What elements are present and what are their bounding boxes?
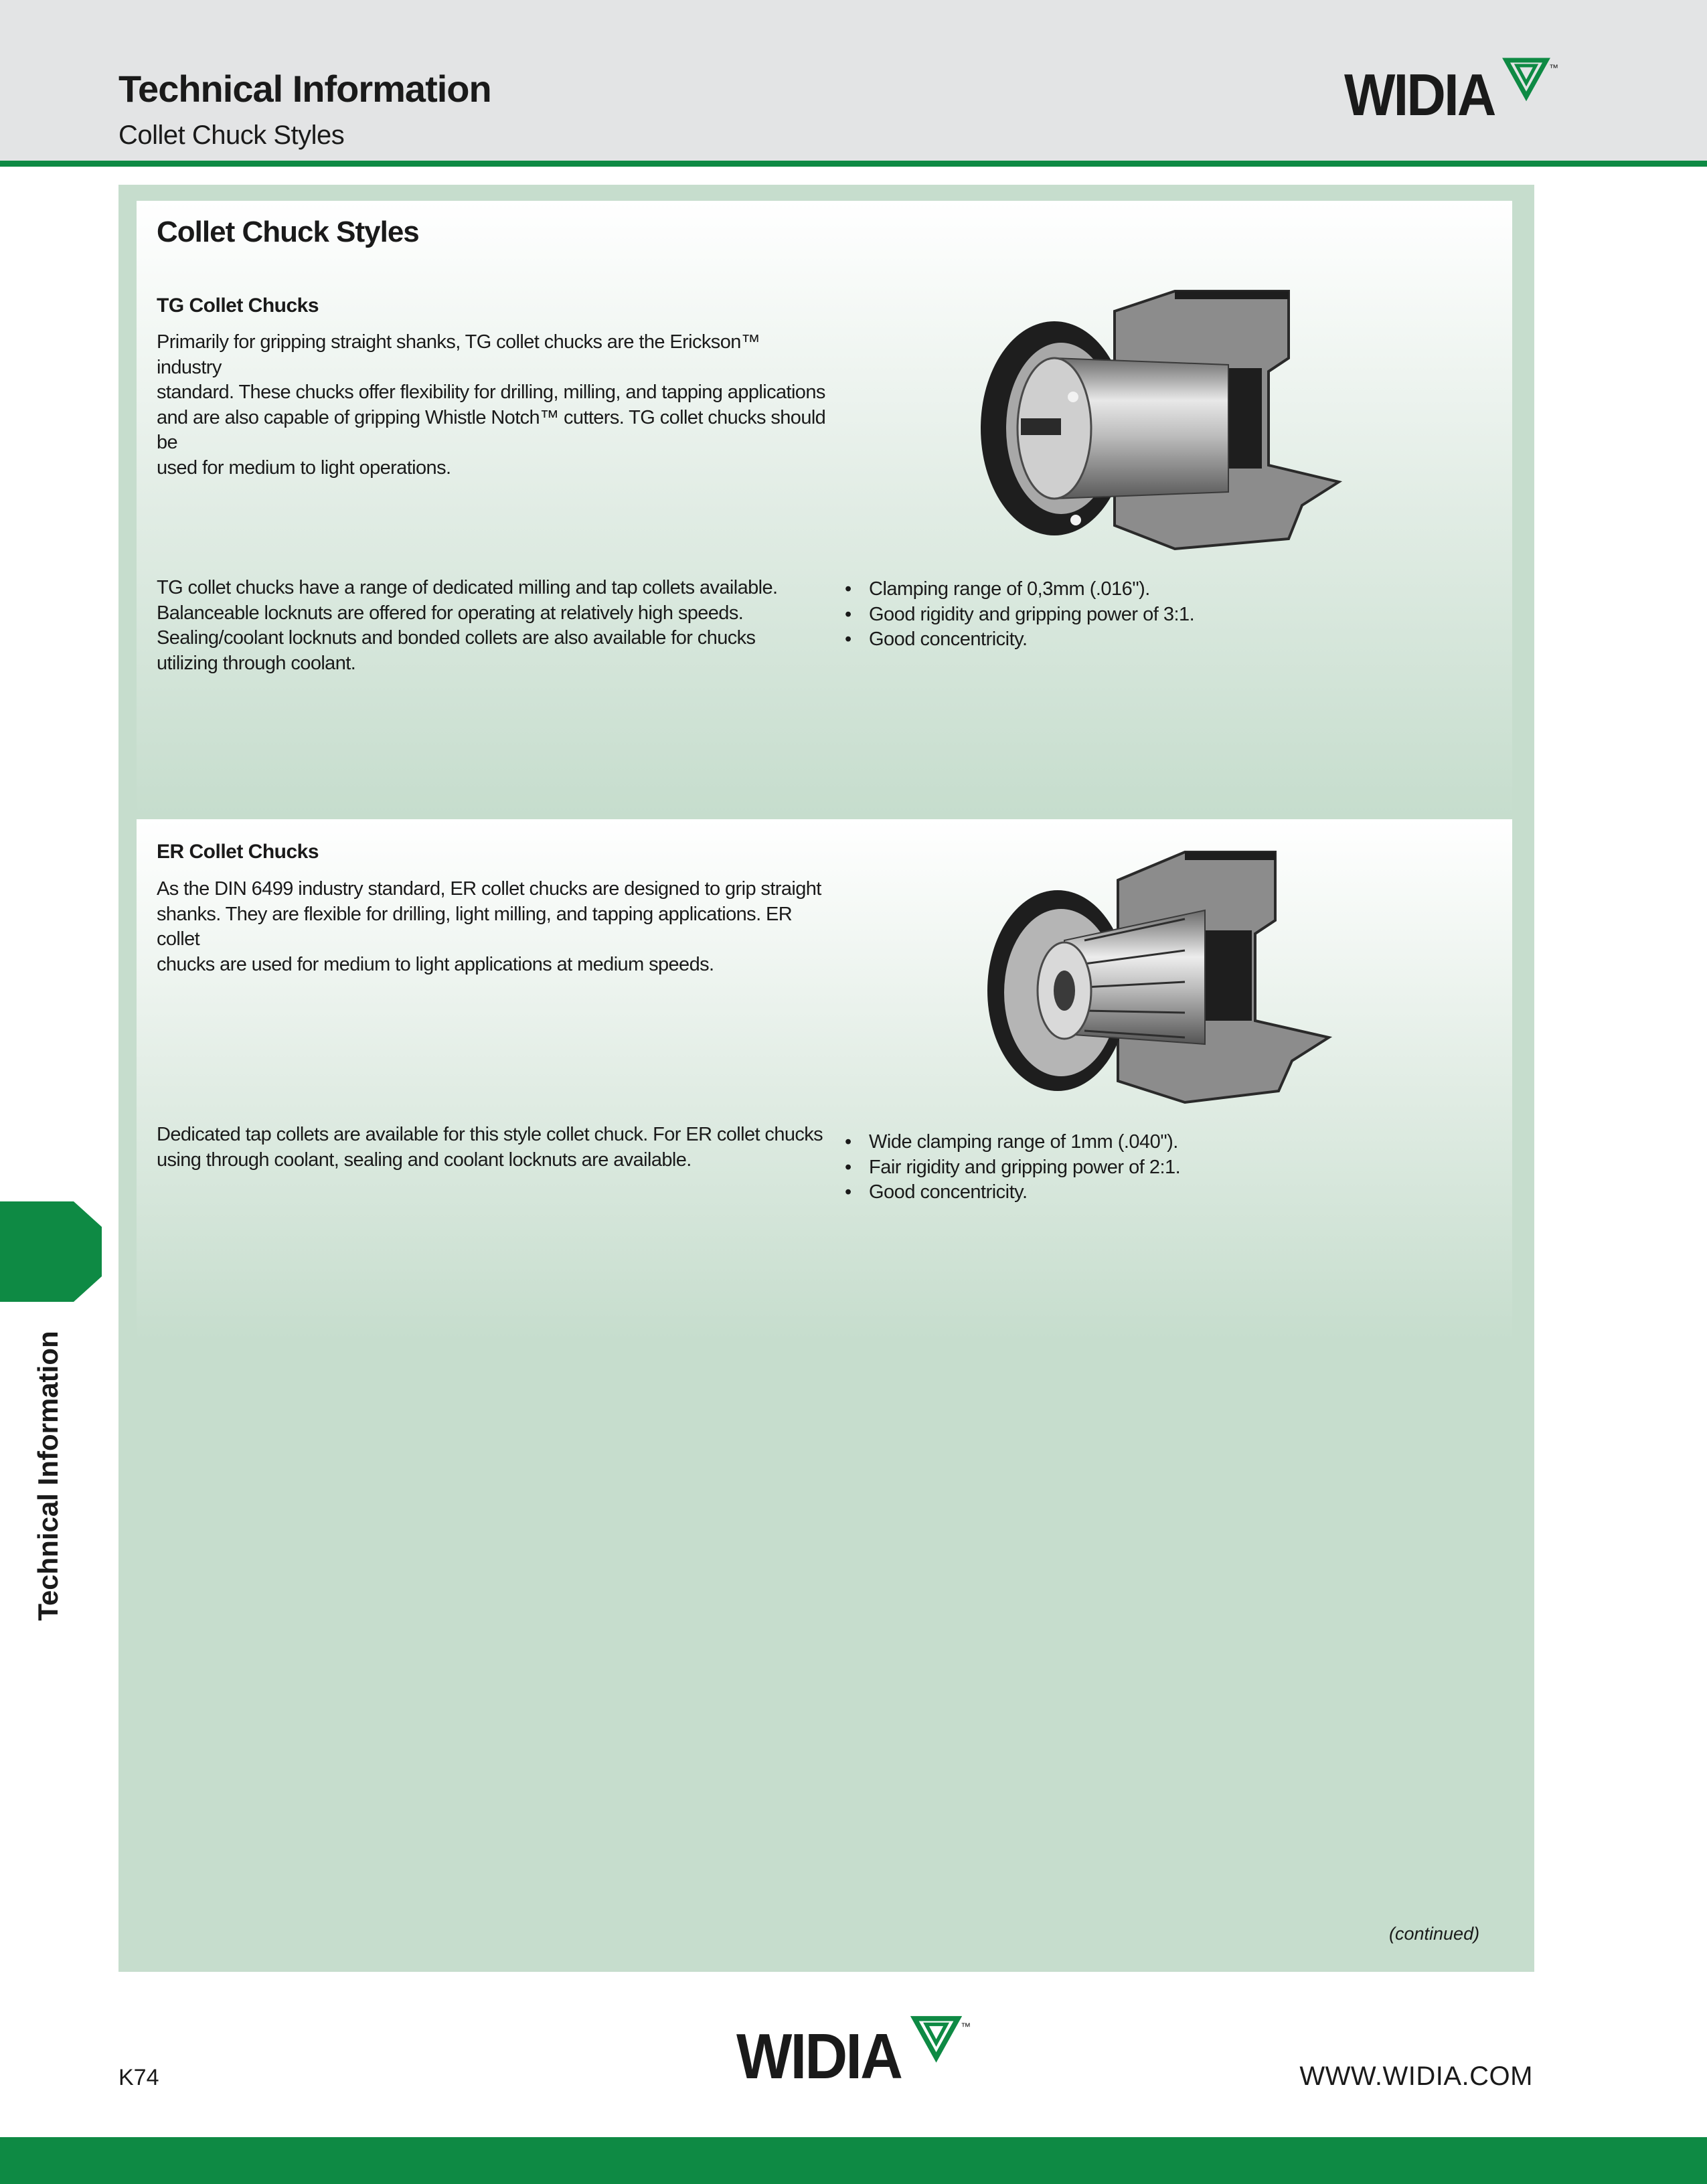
svg-text:™: ™ (1549, 62, 1559, 73)
er-feature-list (845, 1130, 1180, 1205)
text-line: Dedicated tap collets are available for this style collet chuck. For ER collet chucks (157, 1124, 823, 1145)
list-item: • Good rigidity and gripping power of 3:1. (845, 602, 1194, 628)
list-item: • Fair rigidity and gripping power of 2:1. (845, 1155, 1180, 1181)
page-title: Technical Information (118, 68, 491, 110)
list-item: • Wide clamping range of 1mm (.040"). (845, 1130, 1180, 1155)
er-collet-chuck-illustration (984, 840, 1339, 1121)
text-line: utilizing through coolant. (157, 652, 356, 674)
svg-text:™: ™ (960, 2021, 971, 2033)
text-line: standard. These chucks offer flexibility for drilling, milling, and tapping applications (157, 382, 825, 403)
page-subtitle: Collet Chuck Styles (118, 120, 345, 150)
text-line: Primarily for gripping straight shanks, TG collet chucks are the Erickson™ industry (157, 331, 760, 378)
continued-note: (continued) (1389, 1924, 1480, 1944)
widia-triangle-icon (1503, 56, 1557, 103)
text-line: As the DIN 6499 industry standard, ER collet chucks are designed to grip straight (157, 878, 821, 900)
widia-triangle-icon (912, 2014, 969, 2065)
text-line: Sealing/coolant locknuts and bonded collets are also available for chucks (157, 627, 756, 649)
widia-logo-header (1344, 62, 1559, 128)
side-tab-marker (0, 1201, 102, 1302)
tg-heading: TG Collet Chucks (157, 295, 319, 317)
er-paragraph-2 (157, 1122, 826, 1173)
tg-collet-chuck-illustration (974, 284, 1349, 559)
side-tab-label: Technical Information (32, 1331, 64, 1621)
page-number: K74 (118, 2065, 159, 2090)
tg-paragraph-1 (157, 330, 826, 481)
section-title: Collet Chuck Styles (157, 216, 419, 248)
list-item: • Clamping range of 0,3mm (.016"). (845, 577, 1194, 602)
text-line: used for medium to light operations. (157, 456, 451, 479)
er-heading: ER Collet Chucks (157, 841, 319, 863)
text-line: shanks. They are flexible for drilling, light milling, and tapping applications. ER collet (157, 903, 793, 950)
er-paragraph-1 (157, 877, 826, 977)
tg-paragraph-2 (157, 576, 826, 676)
text-line: Balanceable locknuts are offered for operating at relatively high speeds. (157, 602, 744, 624)
text-line: and are also capable of gripping Whistle Notch™ cutters. TG collet chucks should be (157, 406, 826, 453)
text-line: chucks are used for medium to light applications at medium speeds. (157, 953, 714, 975)
text-line: using through coolant, sealing and coolant locknuts are available. (157, 1149, 692, 1171)
website-url[interactable]: WWW.WIDIA.COM (1299, 2062, 1533, 2091)
logo-wordmark: WIDIA (736, 2021, 902, 2092)
text-line: TG collet chucks have a range of dedicated milling and tap collets available. (157, 577, 778, 598)
widia-logo-footer (736, 2021, 971, 2092)
tg-feature-list (845, 577, 1194, 653)
list-item: • Good concentricity. (845, 627, 1194, 653)
list-item: • Good concentricity. (845, 1180, 1180, 1205)
logo-wordmark: WIDIA (1344, 62, 1495, 128)
footer-bar (0, 2137, 1707, 2184)
header-rule (0, 161, 1707, 167)
